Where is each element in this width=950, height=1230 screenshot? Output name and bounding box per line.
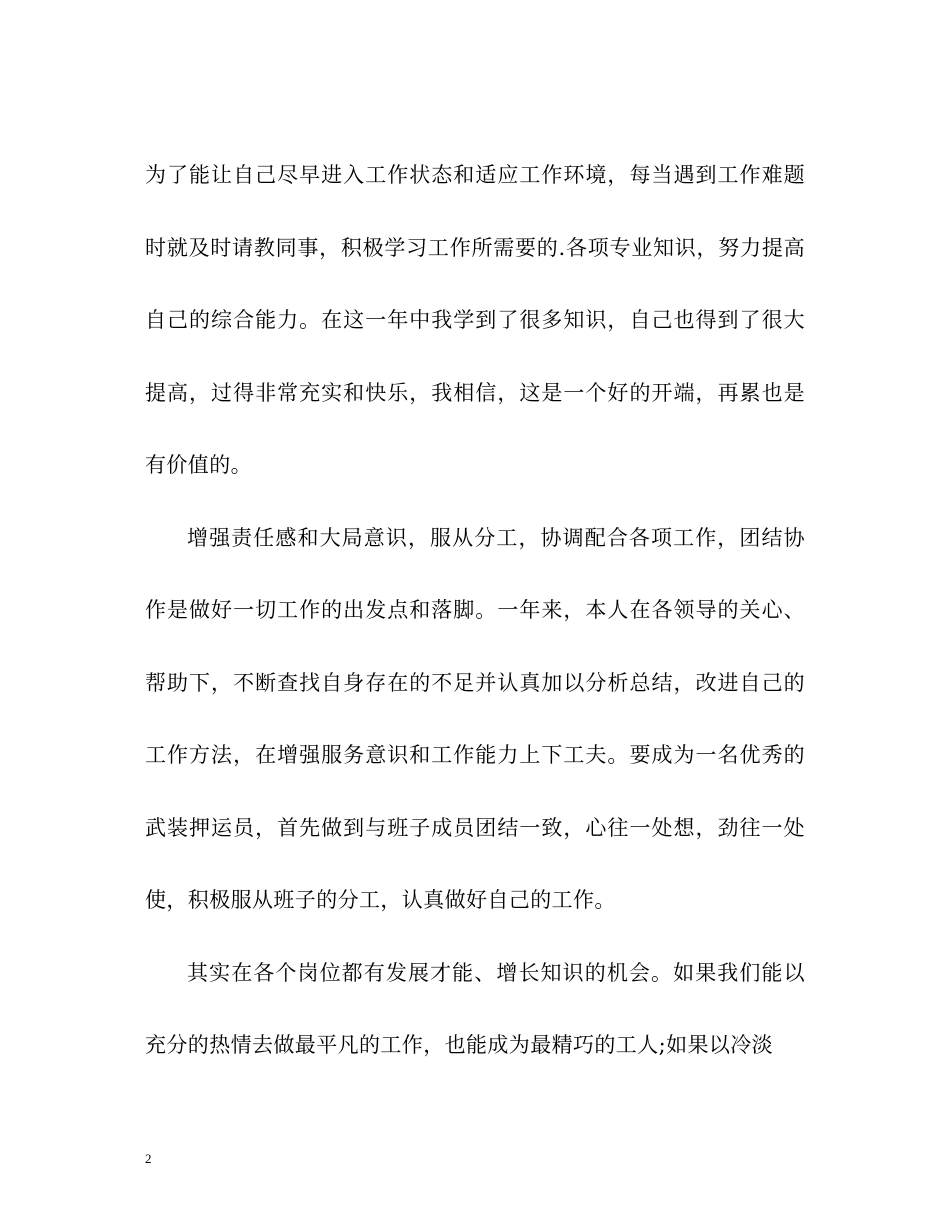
paragraph-1: 为了能让自己尽早进入工作状态和适应工作环境，每当遇到工作难题时就及时请教同事，积极学习工作所需要的.各项专业知识，努力提高自己的综合能力。在这一年中我学到了很多知识，自己也得到了很大提高，过得非常充实和快乐，我相信，这是一个好的开端，再累也是有价值的。 [145, 163, 805, 477]
paragraph-2: 增强责任感和大局意识，服从分工，协调配合各项工作，团结协作是做好一切工作的出发点和落脚。一年来，本人在各领导的关心、帮助下，不断查找自身存在的不足并认真加以分析总结，改进自己的工作方法，在增强服务意识和工作能力上下工夫。要成为一名优秀的武装押运员，首先做到与班子成员团结一致，心往一处想，劲往一处使，积极服从班子的分工，认真做好自己的工作。 [145, 525, 805, 912]
paragraph-3: 其实在各个岗位都有发展才能、增长知识的机会。如果我们能以充分的热情去做最平凡的工作，也能成为最精巧的工人;如果以冷淡 [145, 960, 805, 1057]
page-number: 2 [145, 1151, 152, 1166]
body-text [145, 139, 805, 1082]
